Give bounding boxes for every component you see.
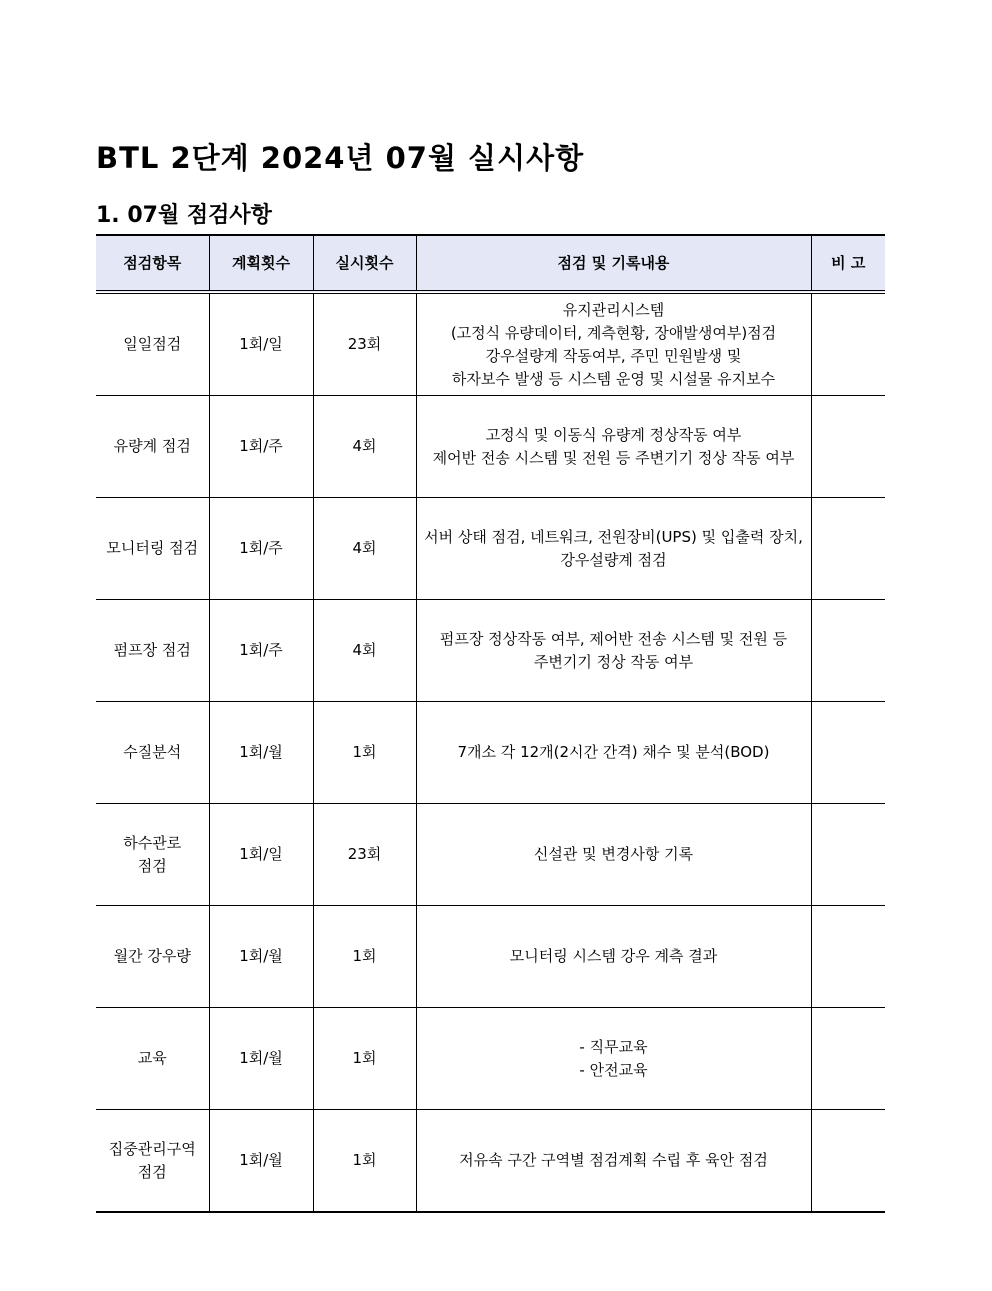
actual-count-cell: 1회 — [313, 1110, 416, 1213]
note-cell — [811, 804, 885, 906]
actual-count-cell: 4회 — [313, 600, 416, 702]
planned-count-cell: 1회/일 — [209, 292, 313, 396]
content-line: 강우설량계 점검 — [560, 550, 667, 569]
actual-count-cell: 1회 — [313, 906, 416, 1008]
inspection-item-text: 집중관리구역 — [108, 1139, 196, 1158]
note-cell — [811, 702, 885, 804]
note-cell — [811, 498, 885, 600]
planned-count-cell: 1회/일 — [209, 804, 313, 906]
header-content: 점검 및 기록내용 — [416, 235, 811, 292]
inspection-item-text: 점검 — [137, 1162, 167, 1181]
note-cell — [811, 396, 885, 498]
actual-count-cell: 23회 — [313, 292, 416, 396]
table-row — [96, 498, 885, 600]
inspection-item-cell — [96, 906, 209, 1008]
content-line: 강우설량계 작동여부, 주민 민원발생 및 — [485, 346, 742, 365]
table-row — [96, 1008, 885, 1110]
content-cell — [416, 906, 811, 1008]
inspection-item-cell — [96, 498, 209, 600]
inspection-item-cell — [96, 1110, 209, 1213]
table-row — [96, 702, 885, 804]
inspection-item-text: 모니터링 점검 — [106, 539, 199, 557]
content-line: - 안전교육 — [579, 1060, 648, 1079]
inspection-item-text: 펌프장 점검 — [113, 641, 191, 659]
inspection-item-text: 점검 — [137, 856, 167, 875]
content-cell — [416, 1008, 811, 1110]
table-header-row — [96, 235, 885, 292]
inspection-item-cell — [96, 1008, 209, 1110]
inspection-item-text: 하수관로 — [123, 833, 182, 852]
content-line: - 직무교육 — [579, 1037, 648, 1056]
planned-count-cell: 1회/월 — [209, 702, 313, 804]
note-cell — [811, 292, 885, 396]
inspection-item-text: 월간 강우량 — [113, 947, 191, 965]
planned-count-cell: 1회/주 — [209, 396, 313, 498]
header-note: 비 고 — [811, 235, 885, 292]
table-row — [96, 1110, 885, 1213]
note-cell — [811, 600, 885, 702]
content-line: 신설관 및 변경사항 기록 — [533, 845, 694, 863]
content-cell — [416, 396, 811, 498]
inspection-item-cell — [96, 600, 209, 702]
content-cell — [416, 292, 811, 396]
planned-count-cell: 1회/주 — [209, 498, 313, 600]
table-row — [96, 600, 885, 702]
content-line: 모니터링 시스템 강우 계측 결과 — [509, 947, 718, 965]
table-row — [96, 396, 885, 498]
content-line: 제어반 전송 시스템 및 전원 등 주변기기 정상 작동 여부 — [432, 448, 795, 467]
actual-count-cell: 1회 — [313, 1008, 416, 1110]
inspection-item-cell — [96, 804, 209, 906]
actual-count-cell: 4회 — [313, 396, 416, 498]
content-line: 7개소 각 12개(2시간 간격) 채수 및 분석(BOD) — [457, 743, 770, 761]
note-cell — [811, 1008, 885, 1110]
inspection-item-cell — [96, 292, 209, 396]
table-row — [96, 906, 885, 1008]
section-title: 1. 07월 점검사항 — [96, 203, 272, 228]
actual-count-cell: 4회 — [313, 498, 416, 600]
actual-count-cell: 23회 — [313, 804, 416, 906]
content-line: (고정식 유량데이터, 계측현황, 장애발생여부)점검 — [450, 323, 777, 342]
inspection-item-text: 유량계 점검 — [113, 437, 191, 455]
inspection-item-text: 교육 — [137, 1049, 167, 1067]
planned-count-cell: 1회/주 — [209, 600, 313, 702]
note-cell — [811, 1110, 885, 1213]
note-cell — [811, 906, 885, 1008]
content-line: 펌프장 정상작동 여부, 제어반 전송 시스템 및 전원 등 — [439, 629, 788, 648]
table-row — [96, 804, 885, 906]
content-cell — [416, 804, 811, 906]
content-line: 서버 상태 점검, 네트워크, 전원장비(UPS) 및 입출력 장치, — [424, 527, 803, 546]
inspection-table — [96, 234, 885, 1213]
planned-count-cell: 1회/월 — [209, 906, 313, 1008]
inspection-item-cell — [96, 702, 209, 804]
inspection-item-text: 일일점검 — [123, 335, 182, 353]
header-planned-count: 계획횟수 — [209, 235, 313, 292]
planned-count-cell: 1회/월 — [209, 1110, 313, 1213]
content-line: 주변기기 정상 작동 여부 — [533, 652, 694, 671]
content-cell — [416, 498, 811, 600]
document-title: BTL 2단계 2024년 07월 실시사항 — [96, 141, 585, 175]
content-line: 고정식 및 이동식 유량계 정상작동 여부 — [485, 425, 742, 444]
planned-count-cell: 1회/월 — [209, 1008, 313, 1110]
table-row — [96, 292, 885, 396]
content-line: 유지관리시스템 — [562, 300, 665, 319]
content-line: 하자보수 발생 등 시스템 운영 및 시설물 유지보수 — [451, 369, 776, 388]
inspection-item-text: 수질분석 — [123, 743, 182, 761]
actual-count-cell: 1회 — [313, 702, 416, 804]
inspection-item-cell — [96, 396, 209, 498]
header-actual-count: 실시횟수 — [313, 235, 416, 292]
content-cell — [416, 1110, 811, 1213]
content-cell — [416, 600, 811, 702]
content-line: 저유속 구간 구역별 점검계획 수립 후 육안 점검 — [459, 1151, 768, 1169]
content-cell — [416, 702, 811, 804]
header-inspection-item: 점검항목 — [96, 235, 209, 292]
